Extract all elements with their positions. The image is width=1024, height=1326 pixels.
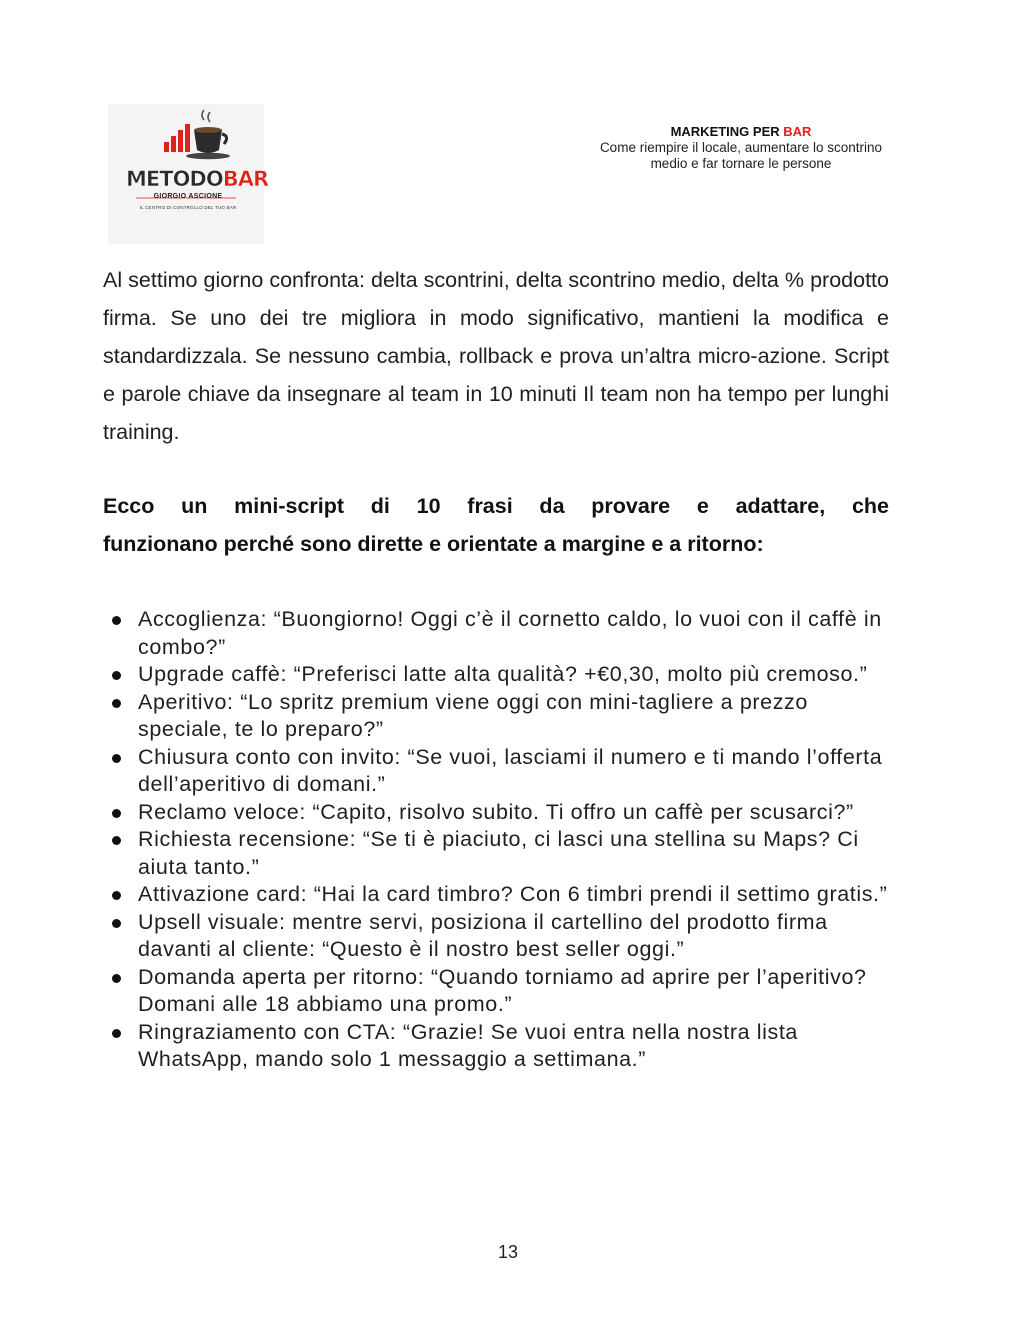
header-subtitle-line1: Come riempire il locale, aumentare lo scontrino	[599, 140, 883, 155]
header-subtitle-line2: medio e far tornare le persone	[650, 156, 832, 171]
logo-word-part2: BAR	[222, 167, 269, 191]
list-item-text: Upsell visuale: mentre servi, posiziona il cartellino del prodotto firma davanti al cliente: “Questo è il nostro best seller oggi.”	[138, 909, 828, 961]
running-header	[520, 124, 962, 172]
list-item	[110, 909, 892, 964]
bullet-icon	[112, 1029, 121, 1038]
bullet-icon	[112, 919, 121, 928]
list-item	[110, 964, 892, 1019]
list-item-text: Upgrade caffè: “Preferisci latte alta qualità? +€0,30, molto più cremoso.”	[138, 662, 868, 686]
logo-tagline: IL CENTRO DI CONTROLLO DEL TUO BAR	[139, 205, 237, 210]
list-item-text: Reclamo veloce: “Capito, risolvo subito. Ti offro un caffè per scusarci?”	[138, 799, 854, 824]
script-list	[110, 606, 892, 1074]
logo-author: GIORGIO ASCIONE	[153, 193, 223, 200]
logo-wordmark	[126, 166, 269, 192]
list-item-text: Domanda aperta per ritorno: “Quando torniamo ad aprire per l’aperitivo? Domani alle 18 abbiamo una promo.”	[138, 964, 867, 1016]
bullet-icon	[112, 891, 121, 900]
logo	[108, 104, 269, 244]
list-item-text: Aperitivo: “Lo spritz premium viene oggi con mini-tagliere a prezzo speciale, te lo preparo?”	[138, 689, 808, 741]
section-heading-line2: funzionano perché sono dirette e orientate a margine e a ritorno:	[103, 532, 764, 556]
list-item-text: Ringraziamento con CTA: “Grazie! Se vuoi entra nella nostra lista WhatsApp, mando solo 1 messaggio a settimana.”	[138, 1019, 798, 1071]
header-title-part1: MARKETING PER	[670, 124, 784, 139]
list-item	[110, 826, 892, 881]
bullet-icon	[112, 809, 121, 818]
list-item	[110, 799, 892, 827]
body-paragraph: Al settimo giorno confronta: delta scontrini, delta scontrino medio, delta % prodotto firma. Se uno dei tre migliora in modo significativo, mantieni la modifica e standardizzala. Se nessuno cambia, rollback e prova un’altra micro-azione. Script e parole chiave da insegnare al team in 10 minuti Il team non ha tempo per lunghi training.	[103, 268, 889, 444]
section-heading-line1: Ecco un mini-script di 10 frasi da provare e adattare, che	[103, 494, 889, 518]
bullet-icon	[112, 836, 121, 845]
list-item	[110, 881, 892, 909]
page-number: 13	[497, 1242, 519, 1262]
header-title-accent: BAR	[783, 124, 812, 139]
list-item	[110, 744, 892, 799]
list-item-text: Accoglienza: “Buongiorno! Oggi c’è il cornetto caldo, lo vuoi con il caffè in combo?”	[138, 607, 882, 659]
bullet-icon	[112, 699, 121, 708]
list-item	[110, 606, 892, 661]
bullet-icon	[112, 974, 121, 983]
bullet-icon	[112, 616, 121, 625]
list-item	[110, 1019, 892, 1074]
header-title	[520, 124, 962, 140]
list-item-text: Chiusura conto con invito: “Se vuoi, lasciami il numero e ti mando l’offerta dell’aperitivo di domani.”	[138, 744, 883, 796]
list-item	[110, 689, 892, 744]
bullet-icon	[112, 671, 121, 680]
logo-word-part1: METODO	[126, 167, 223, 191]
list-item	[110, 661, 892, 689]
bullet-icon	[112, 754, 121, 763]
section-heading	[103, 487, 889, 563]
list-item-text: Richiesta recensione: “Se ti è piaciuto, ci lasci una stellina su Maps? Ci aiuta tanto.”	[138, 827, 859, 879]
list-item-text: Attivazione card: “Hai la card timbro? Con 6 timbri prendi il settimo gratis.”	[138, 882, 888, 906]
